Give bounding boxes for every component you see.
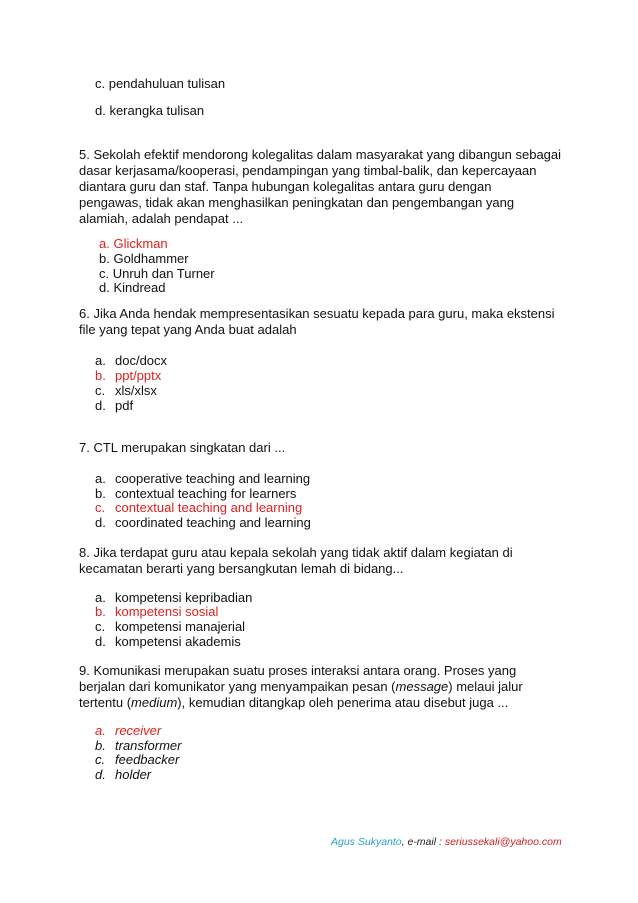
page-footer [331, 836, 562, 848]
option-c: c. xls/xlsx [95, 383, 157, 398]
question-text-line: kecamatan berarti yang bersangkutan lemah di bidang... [79, 561, 404, 576]
option-b-answer: b. kompetensi sosial [95, 604, 219, 619]
question-text-line: 8. Jika terdapat guru atau kepala sekolah yang tidak aktif dalam kegiatan di [79, 545, 513, 560]
question-text-line: 7. CTL merupakan singkatan dari ... [79, 440, 286, 455]
option-d: d. coordinated teaching and learning [95, 515, 311, 530]
option-c-answer: c. contextual teaching and learning [95, 500, 303, 515]
author-email: seriussekali@yahoo.com [444, 836, 562, 848]
option-c: c. feedbacker [95, 752, 180, 767]
option-d: d. holder [95, 767, 152, 782]
option-a: a. kompetensi kepribadian [95, 590, 253, 605]
question-text-line: tertentu (medium), kemudian ditangkap oleh penerima atau disebut juga ... [79, 695, 509, 710]
option-d: d. kompetensi akademis [95, 634, 241, 649]
question-text-line: file yang tepat yang Anda buat adalah [79, 322, 297, 337]
option-c: c. Unruh dan Turner [99, 266, 215, 281]
option-d: d. Kindread [99, 280, 166, 295]
option-a: a. cooperative teaching and learning [95, 471, 311, 486]
option-b: b. Goldhammer [99, 251, 189, 266]
option-a-answer: a. receiver [95, 723, 162, 738]
option-b: b. transformer [95, 738, 182, 753]
question-text-line: 5. Sekolah efektif mendorong kolegalitas dalam masyarakat yang dibangun sebagai [79, 147, 562, 162]
prev-option-c: c. pendahuluan tulisan [95, 76, 226, 91]
author-name: Agus Sukyanto [331, 836, 402, 848]
question-text-line: 9. Komunikasi merupakan suatu proses interaksi antara orang. Proses yang [79, 663, 517, 678]
option-c: c. kompetensi manajerial [95, 619, 246, 634]
option-b: b. contextual teaching for learners [95, 486, 297, 501]
option-a: a. doc/docx [95, 353, 168, 368]
question-text-line: alamiah, adalah pendapat ... [79, 211, 244, 226]
prev-option-d: d. kerangka tulisan [95, 103, 205, 118]
footer-separator: , e-mail : [401, 836, 445, 848]
question-text-line: dasar kerjasama/kooperasi, pendampingan yang timbal-balik, dan kepercayaan [79, 163, 537, 178]
option-a-answer: a. Glickman [99, 236, 168, 251]
question-text-line: diantara guru dan staf. Tanpa hubungan kolegalitas antara guru dengan [79, 179, 492, 194]
question-text-line: 6. Jika Anda hendak mempresentasikan sesuatu kepada para guru, maka ekstensi [79, 306, 555, 321]
option-d: d. pdf [95, 398, 134, 413]
question-text-line: berjalan dari komunikator yang menyampaikan pesan (message) melaui jalur [79, 679, 523, 694]
option-b-answer: b. ppt/pptx [95, 368, 162, 383]
question-text-line: pengawas, tidak akan menghasilkan peningkatan dan pengembangan yang [79, 195, 515, 210]
